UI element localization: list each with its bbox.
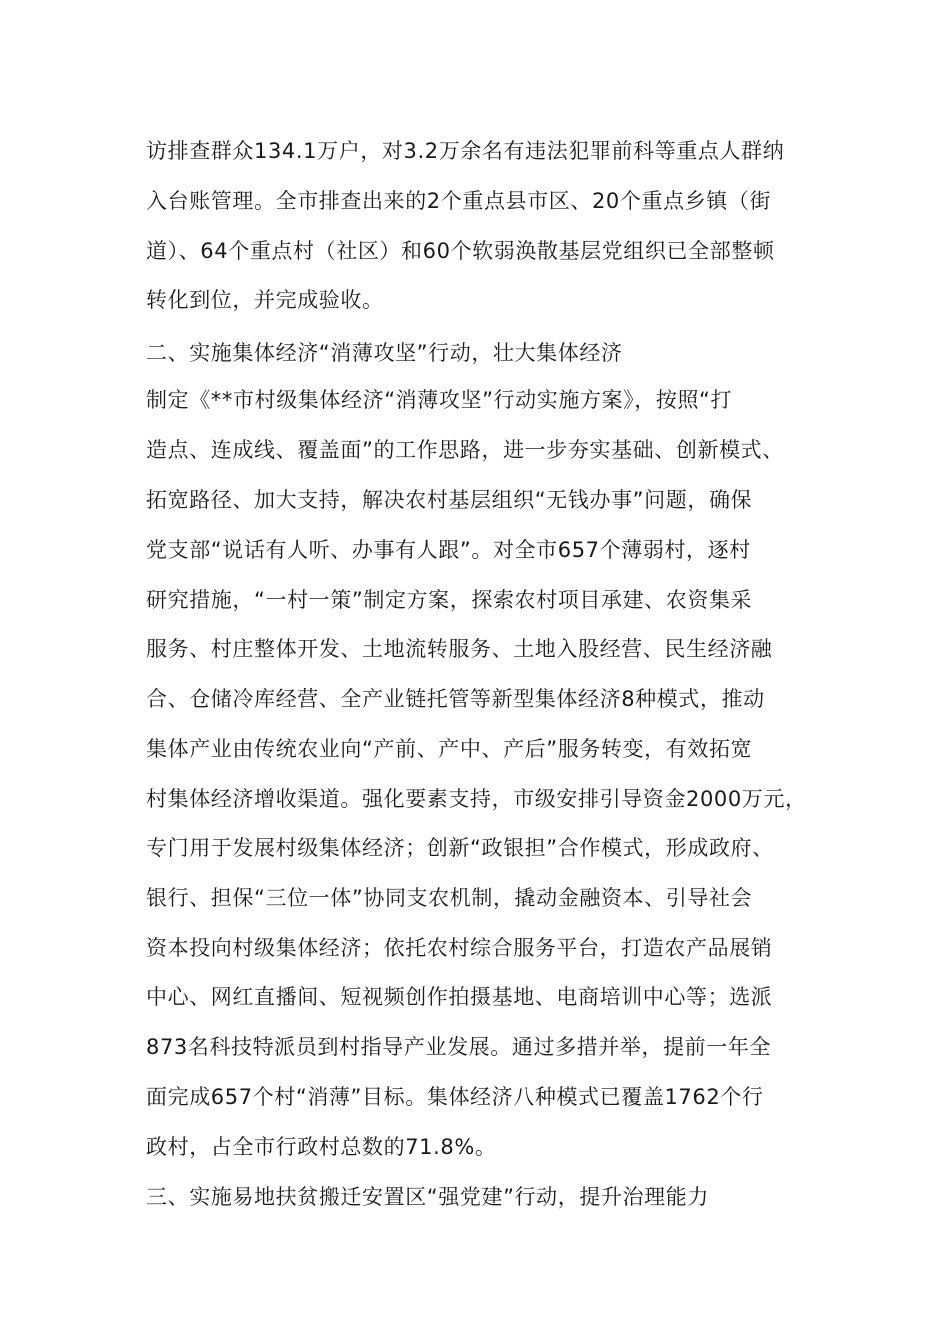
body-text-line: 服务、村庄整体开发、土地流转服务、土地入股经营、民生经济融 xyxy=(146,637,773,661)
body-text-line: 转化到位，并完成验收。 xyxy=(146,288,384,312)
body-text-line: 中心、网红直播间、短视频创作拍摄基地、电商培训中心等；选派 xyxy=(146,985,773,1009)
body-text-line: 合、仓储冷库经营、全产业链托管等新型集体经济8种模式，推动 xyxy=(146,687,765,711)
body-text-line: 政村，占全市行政村总数的71.8%。 xyxy=(146,1135,497,1159)
body-text-line: 面完成657个村“消薄”目标。集体经济八种模式已覆盖1762个行 xyxy=(146,1085,764,1109)
body-text-line: 道）、64个重点村（社区）和60个软弱涣散基层党组织已全部整顿 xyxy=(146,239,775,263)
body-text-line: 专门用于发展村级集体经济；创新“政银担”合作模式，形成政府、 xyxy=(146,836,774,860)
section-heading: 三、实施易地扶贫搬迁安置区“强党建”行动，提升治理能力 xyxy=(146,1185,709,1209)
body-text-line: 村集体经济增收渠道。强化要素支持，市级安排引导资金2000万元， xyxy=(146,787,807,811)
body-text-line: 制定《**市村级集体经济“消薄攻坚”行动实施方案》，按照“打 xyxy=(146,388,733,412)
body-text-line: 资本投向村级集体经济；依托农村综合服务平台，打造农产品展销 xyxy=(146,936,773,960)
body-text-line: 入台账管理。全市排查出来的2个重点县市区、20个重点乡镇（街 xyxy=(146,189,772,213)
body-text-line: 集体产业由传统农业向“产前、产中、产后”服务转变，有效拓宽 xyxy=(146,737,753,761)
body-text-line: 银行、担保“三位一体”协同支农机制，撬动金融资本、引导社会 xyxy=(146,886,753,910)
section-heading: 二、实施集体经济“消薄攻坚”行动，壮大集体经济 xyxy=(146,341,623,365)
body-text-line: 873名科技特派员到村指导产业发展。通过多措并举，提前一年全 xyxy=(146,1035,772,1059)
body-text-line: 访排查群众134.1万户，对3.2万余名有违法犯罪前科等重点人群纳 xyxy=(146,139,785,163)
body-text-line: 研究措施，“一村一策”制定方案，探索农村项目承建、农资集采 xyxy=(146,588,753,612)
body-text-line: 造点、连成线、覆盖面”的工作思路，进一步夯实基础、创新模式、 xyxy=(146,438,784,462)
body-text-line: 党支部“说话有人听、办事有人跟”。对全市657个薄弱村，逐村 xyxy=(146,538,751,562)
body-text-line: 拓宽路径、加大支持，解决农村基层组织“无钱办事”问题，确保 xyxy=(146,488,753,512)
